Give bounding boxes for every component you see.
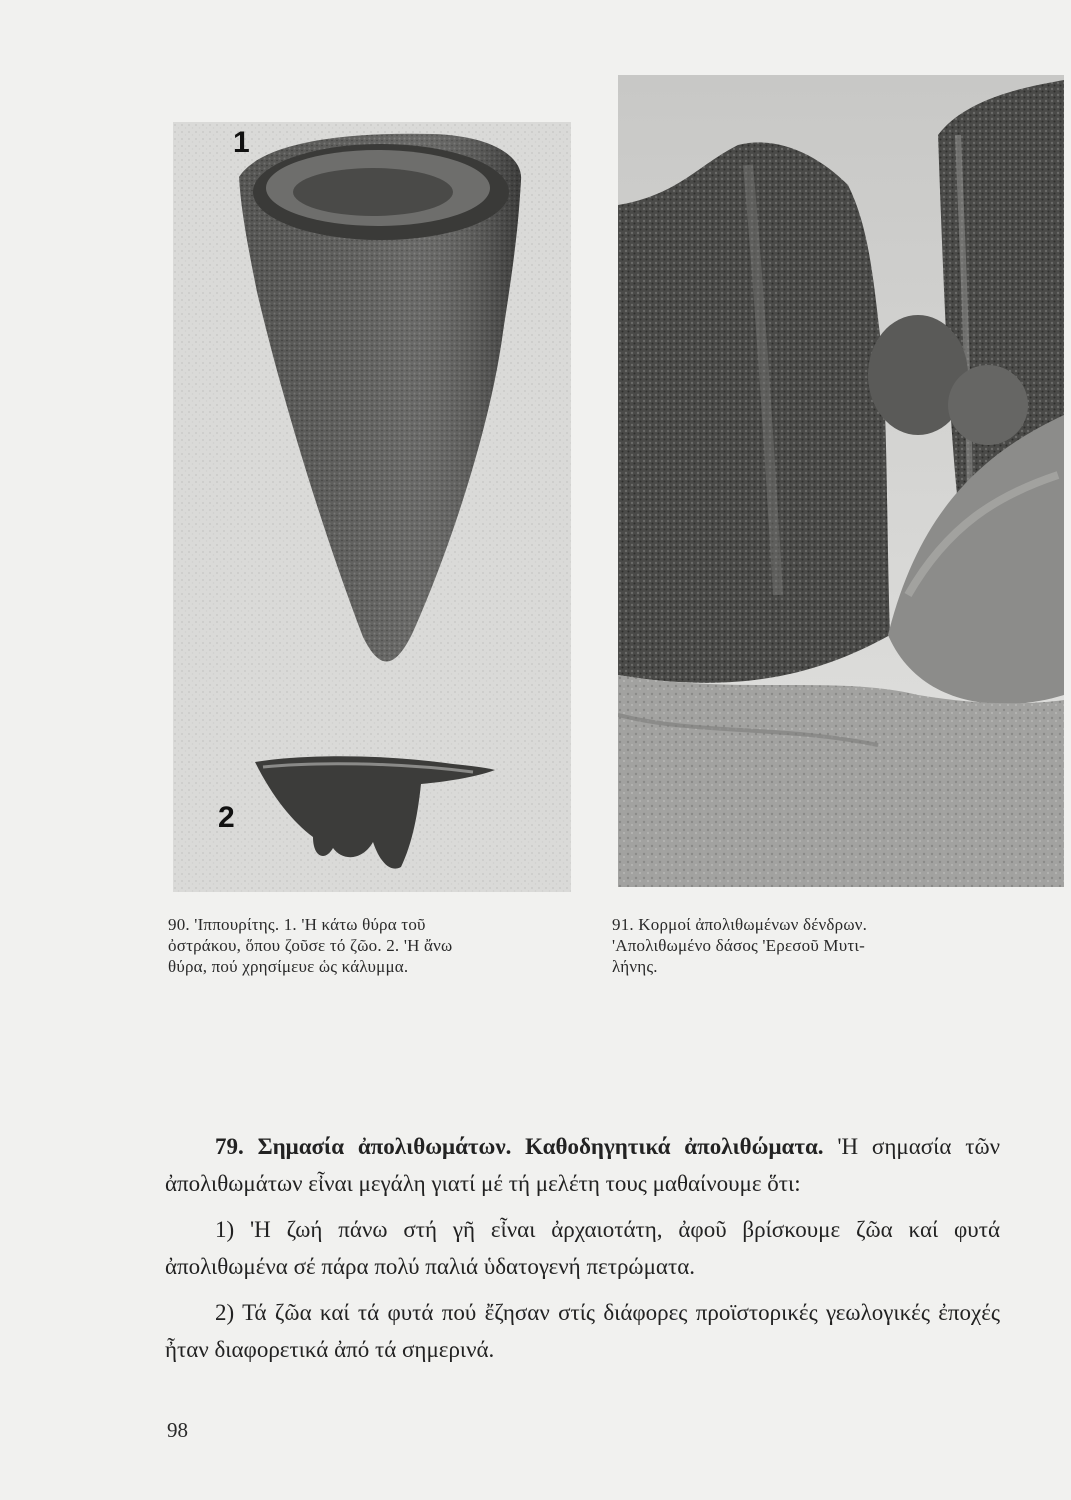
page-number: 98 (167, 1418, 188, 1442)
list-item-1: 1) 'Η ζωή πάνω στή γῆ εἶναι ἀρχαιοτάτη, ἀφοῦ βρίσκουμε ζῶα καί φυτά ἀπολιθωμένα σέ πάρα πολύ παλιά ὑδατογενή πετρώματα. (165, 1217, 1000, 1279)
figure-hippurite (173, 122, 571, 892)
petrified-forest-photo (618, 75, 1064, 887)
figure-label-2: 2 (218, 801, 235, 834)
caption-line: θύρα, πού χρησίμευε ὡς κάλυμμα. (168, 957, 409, 976)
figure-petrified-forest (618, 75, 1064, 887)
caption-line: 'Απολιθωμένο δάσος 'Ερεσοῦ Μυτι- (612, 936, 866, 955)
caption-line: ὀστράκου, ὅπου ζοῦσε τό ζῶο. 2. 'Η ἄνω (168, 936, 453, 955)
section-79 (165, 1128, 1000, 1368)
section-heading: 79. Σημασία ἀπολιθωμάτων. Καθοδηγητικά ἀπολιθώματα. (215, 1134, 824, 1159)
hippurite-photo (173, 122, 571, 892)
caption-line: 90. 'Ιππουρίτης. 1. 'Η κάτω θύρα τοῦ (168, 915, 426, 934)
section-intro-paragraph (165, 1128, 1000, 1202)
caption-line: λήνης. (612, 957, 658, 976)
figure-caption-90 (168, 914, 563, 977)
caption-line: 91. Κορμοί ἀπολιθωμένων δένδρων. (612, 915, 868, 934)
figure-caption-91 (612, 914, 1000, 977)
list-item-2: 2) Τά ζῶα καί τά φυτά πού ἔζησαν στίς διάφορες προϊστορικές γεωλογικές ἐποχές ἦταν διαφορετικά ἀπό τά σημερινά. (165, 1300, 1000, 1362)
figure-label-1: 1 (233, 126, 250, 159)
ground (618, 675, 1064, 887)
section-intro: 'Η σημασία τῶν ἀπολιθωμάτων εἶναι μεγάλη γιατί μέ τή μελέτη τους μαθαίνουμε ὅτι: (165, 1134, 1000, 1196)
